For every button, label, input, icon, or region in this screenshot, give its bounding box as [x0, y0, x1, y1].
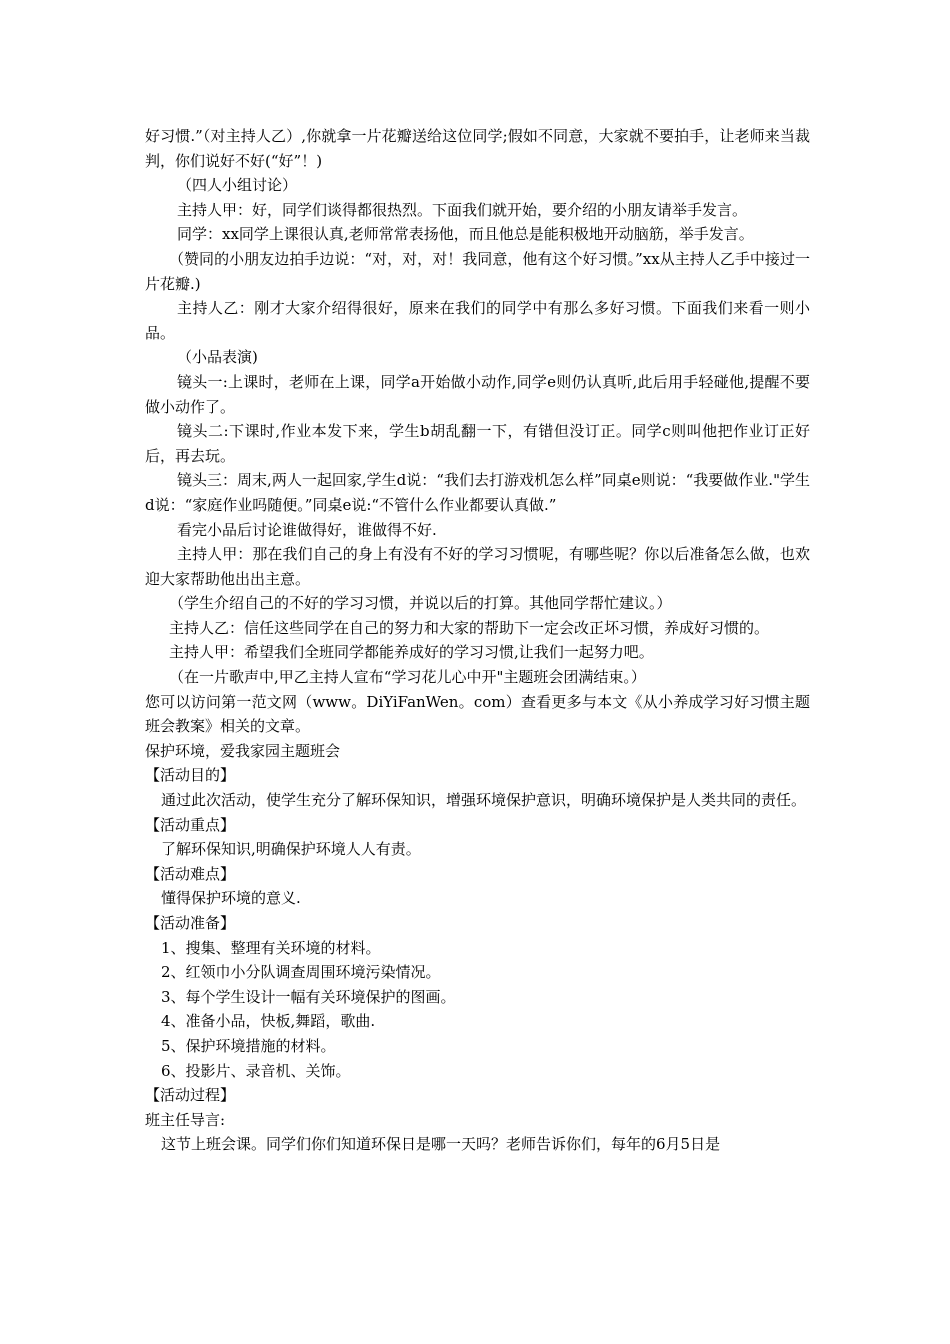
paragraph: （在一片歌声中,甲乙主持人宣布“学习花儿心中开"主题班会团满结束。） [169, 668, 646, 687]
paragraph: 镜头三：周末,两人一起回家,学生d说：“我们去打游戏机怎么样”同桌e则说：“我要做作业."学生d说：“家庭作业吗随便。”同桌e说:“不管什么作业都要认真做.” [145, 471, 810, 514]
section-heading: 【活动准备】 [145, 914, 236, 932]
list-item: 2、红领巾小分队调查周围环境污染情况。 [161, 963, 441, 982]
paragraph: 同学：xx同学上课很认真,老师常常表扬他，而且他总是能积极地开动脑筋，举手发言。 [177, 225, 754, 244]
paragraph: 班主任导言: [145, 1110, 226, 1129]
section-heading: 【活动目的】 [145, 766, 236, 785]
reference-link-paragraph: 您可以访问第一范文网（www。DiYiFanWen。com）查看更多与本文《从小养成学习好习惯主题班会教案》相关的文章。 [145, 692, 810, 736]
paragraph: 主持人甲：那在我们自己的身上有没有不好的学习习惯呢，有哪些呢？你以后准备怎么做，也欢迎大家帮助他出出主意。 [145, 545, 810, 588]
document-body [145, 124, 810, 1157]
paragraph: 主持人甲：希望我们全班同学都能养成好的学习习惯,让我们一起努力吧。 [169, 643, 654, 662]
paragraph: 看完小品后讨论谁做得好，谁做得不好. [177, 520, 437, 539]
section-heading: 【活动过程】 [145, 1086, 236, 1105]
list-item: 6、投影片、录音机、关饰。 [161, 1061, 351, 1080]
list-item: 4、准备小品，快板,舞蹈，歌曲. [161, 1012, 376, 1031]
section-title: 保护环境，爱我家园主题班会 [145, 741, 341, 760]
paragraph: 镜头一:上课时，老师在上课，同学a开始做小动作,同学e则仍认真听,此后用手轻碰他,提醒不要做小动作了。 [145, 372, 810, 416]
paragraph: 通过此次活动，使学生充分了解环保知识，增强环境保护意识，明确环境保护是人类共同的责任。 [161, 791, 807, 810]
paragraph: 镜头二:下课时,作业本发下来，学生b胡乱翻一下，有错但没订正。同学c则叫他把作业订正好后，再去玩。 [145, 422, 810, 465]
paragraph: （赞同的小朋友边拍手边说：“对，对，对！我同意，他有这个好习惯。”xx从主持人乙手中接过一片花瓣.) [145, 249, 810, 293]
section-heading: 【活动重点】 [145, 815, 236, 834]
list-item: 1、搜集、整理有关环境的材料。 [161, 938, 381, 957]
section-heading: 【活动难点】 [145, 864, 236, 883]
paragraph: 主持人甲：好，同学们谈得都很热烈。下面我们就开始，要介绍的小朋友请举手发言。 [177, 200, 748, 219]
paragraph: 好习惯.”（对主持人乙）,你就拿一片花瓣送给这位同学;假如不同意，大家就不要拍手，让老师来当裁判，你们说好不好(“好”！) [145, 127, 810, 170]
list-item: 5、保护环境措施的材料。 [161, 1036, 336, 1055]
paragraph: 主持人乙：刚才大家介绍得很好，原来在我们的同学中有那么多好习惯。下面我们来看一则小品。 [145, 299, 810, 342]
paragraph: 了解环保知识,明确保护环境人人有责。 [161, 840, 421, 859]
paragraph: 这节上班会课。同学们你们知道环保日是哪一天吗？老师告诉你们，每年的6月5日是 [161, 1135, 721, 1154]
paragraph: 懂得保护环境的意义. [161, 889, 301, 908]
paragraph: （四人小组讨论） [177, 176, 298, 195]
paragraph: 主持人乙：信任这些同学在自己的努力和大家的帮助下一定会改正坏习惯，养成好习惯的。 [169, 618, 770, 637]
paragraph: （小品表演) [177, 348, 258, 367]
paragraph: （学生介绍自己的不好的学习习惯，并说以后的打算。其他同学帮忙建议。） [169, 594, 672, 613]
list-item: 3、每个学生设计一幅有关环境保护的图画。 [161, 987, 456, 1006]
